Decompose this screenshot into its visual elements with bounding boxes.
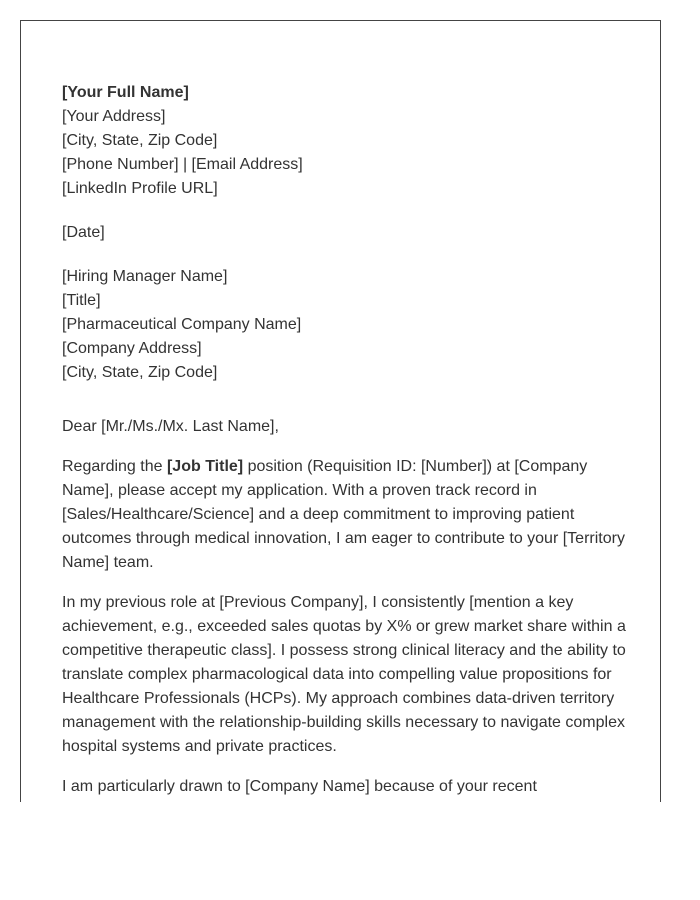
letter-content (62, 81, 632, 799)
recipient-city-state-zip: [City, State, Zip Code] (62, 364, 218, 381)
sender-name: [Your Full Name] (62, 84, 189, 101)
job-title-placeholder: [Job Title] (166, 458, 244, 475)
sender-address: [Your Address] (62, 108, 166, 125)
recipient-title: [Title] (62, 292, 101, 309)
letter-page (20, 20, 661, 802)
body-paragraph-2: In my previous role at [Previous Company], I consistently [mention a key achievement, e.g., exceeded sales quotas by X% or grew market share within a competitive therapeutic class]. I possess strong clinical literacy and the ability to translate complex pharmacological data into compelling value propositions for Healthcare Professionals (HCPs). My approach combines data-driven territory management with the relationship-building skills necessary to navigate complex hospital systems and private practices. (62, 594, 626, 755)
sender-block (62, 81, 632, 201)
sender-city-state-zip: [City, State, Zip Code] (62, 132, 218, 149)
recipient-address: [Company Address] (62, 340, 202, 357)
sender-linkedin: [LinkedIn Profile URL] (62, 180, 218, 197)
sender-phone-email: [Phone Number] | [Email Address] (62, 156, 303, 173)
recipient-company: [Pharmaceutical Company Name] (62, 316, 302, 333)
recipient-block (62, 265, 632, 385)
paragraph-1-intro: Regarding the (62, 458, 167, 475)
letter-date: [Date] (62, 224, 105, 241)
paragraph-1-body: position (Requisition ID: [Number]) at [Company Name], please accept my application. With a proven track record in [Sales/Healthcare/Science] and a deep commitment to improving patient outcomes through medical innovation, I am eager to contribute to your [Territory Name] team. (62, 458, 625, 571)
body-paragraph-1 (62, 455, 632, 575)
salutation: Dear [Mr./Ms./Mx. Last Name], (62, 418, 279, 435)
body-paragraph-3: I am particularly drawn to [Company Name] because of your recent (62, 778, 537, 795)
recipient-name: [Hiring Manager Name] (62, 268, 228, 285)
